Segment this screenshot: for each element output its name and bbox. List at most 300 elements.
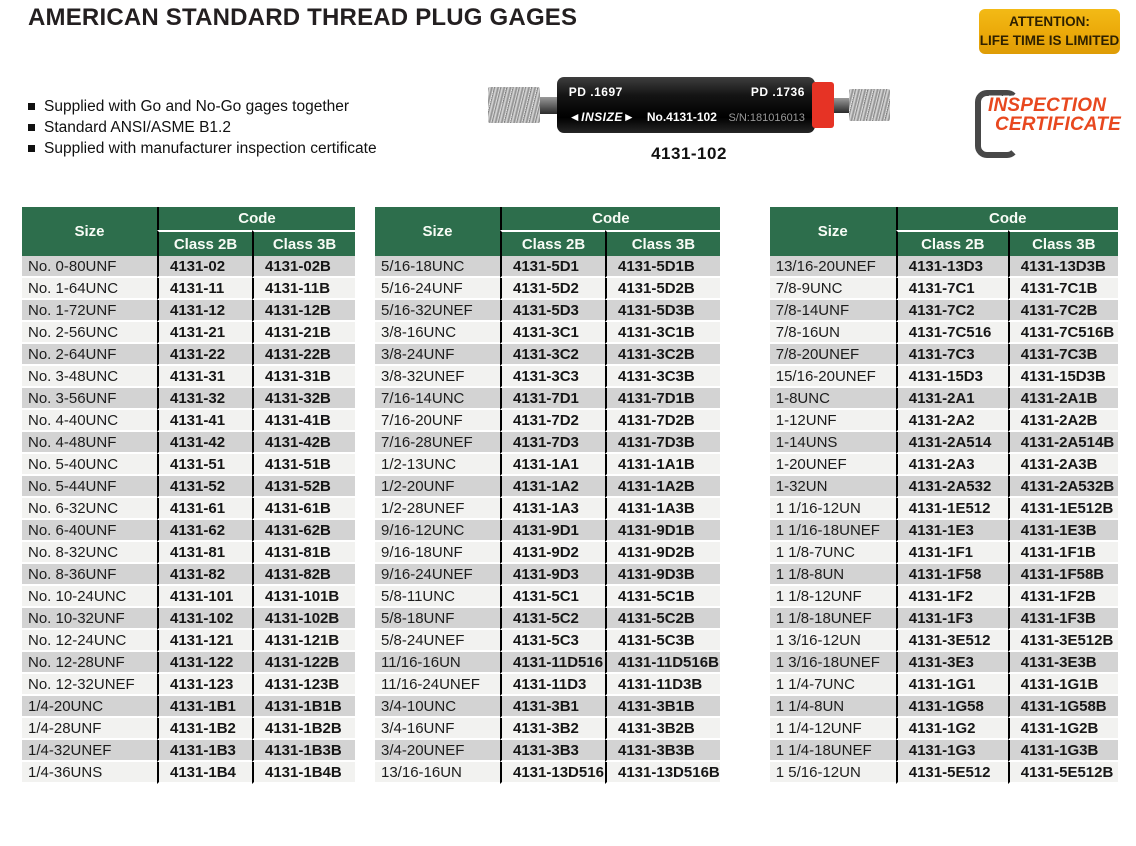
code-column-header: Code — [500, 207, 720, 230]
code-class3b-cell: 4131-1B4B — [252, 762, 355, 784]
size-cell: No. 0-80UNF — [22, 256, 157, 278]
table-row — [22, 410, 355, 432]
size-cell: 7/16-14UNC — [375, 388, 500, 410]
size-cell: 7/8-20UNEF — [770, 344, 896, 366]
code-class2b-cell: 4131-42 — [157, 432, 252, 454]
code-class3b-cell: 4131-101B — [252, 586, 355, 608]
code-class3b-cell: 4131-15D3B — [1008, 366, 1118, 388]
code-class3b-cell: 4131-5C1B — [605, 586, 720, 608]
table-row — [770, 520, 1118, 542]
table-row — [22, 256, 355, 278]
code-class2b-cell: 4131-3E3 — [896, 652, 1008, 674]
code-class2b-cell: 4131-82 — [157, 564, 252, 586]
size-cell: No. 2-56UNC — [22, 322, 157, 344]
code-class2b-cell: 4131-9D2 — [500, 542, 605, 564]
table-row — [770, 696, 1118, 718]
code-class3b-cell: 4131-61B — [252, 498, 355, 520]
code-class3b-cell: 4131-22B — [252, 344, 355, 366]
table-row — [22, 498, 355, 520]
code-class3b-cell: 4131-123B — [252, 674, 355, 696]
size-cell: 13/16-16UN — [375, 762, 500, 784]
code-class2b-cell: 4131-51 — [157, 454, 252, 476]
code-class2b-cell: 4131-5D2 — [500, 278, 605, 300]
code-class3b-cell: 4131-7C3B — [1008, 344, 1118, 366]
size-cell: 1 3/16-18UNEF — [770, 652, 896, 674]
code-class2b-cell: 4131-1A2 — [500, 476, 605, 498]
table-row — [375, 498, 720, 520]
code-class3b-cell: 4131-1G58B — [1008, 696, 1118, 718]
table-row — [770, 740, 1118, 762]
size-cell: 1-20UNEF — [770, 454, 896, 476]
table-row — [770, 322, 1118, 344]
code-class2b-cell: 4131-41 — [157, 410, 252, 432]
table-row — [375, 520, 720, 542]
code-class2b-cell: 4131-13D516 — [500, 762, 605, 784]
code-class3b-cell: 4131-122B — [252, 652, 355, 674]
code-class3b-cell: 4131-1G2B — [1008, 718, 1118, 740]
size-cell: No. 3-56UNF — [22, 388, 157, 410]
table-row — [770, 652, 1118, 674]
table-row — [375, 630, 720, 652]
size-cell: No. 4-48UNF — [22, 432, 157, 454]
code-class2b-cell: 4131-1A3 — [500, 498, 605, 520]
size-cell: No. 1-72UNF — [22, 300, 157, 322]
size-cell: No. 3-48UNC — [22, 366, 157, 388]
bullet-square-icon — [28, 124, 35, 131]
code-class2b-cell: 4131-1A1 — [500, 454, 605, 476]
table-row — [22, 718, 355, 740]
table-row — [22, 740, 355, 762]
size-cell: 7/8-14UNF — [770, 300, 896, 322]
size-cell: 3/4-20UNEF — [375, 740, 500, 762]
code-class3b-cell: 4131-3E3B — [1008, 652, 1118, 674]
code-class2b-cell: 4131-52 — [157, 476, 252, 498]
size-cell: No. 5-44UNF — [22, 476, 157, 498]
table-row — [770, 630, 1118, 652]
size-cell: 11/16-24UNEF — [375, 674, 500, 696]
size-cell: 1 1/8-7UNC — [770, 542, 896, 564]
code-class3b-cell: 4131-1F2B — [1008, 586, 1118, 608]
size-cell: 7/16-20UNF — [375, 410, 500, 432]
code-class2b-cell: 4131-1G2 — [896, 718, 1008, 740]
table-row — [375, 322, 720, 344]
size-cell: 1/2-20UNF — [375, 476, 500, 498]
table-row — [22, 300, 355, 322]
table-row — [375, 256, 720, 278]
code-class2b-cell: 4131-5E512 — [896, 762, 1008, 784]
code-class2b-cell: 4131-32 — [157, 388, 252, 410]
code-class3b-cell: 4131-81B — [252, 542, 355, 564]
size-cell: 5/16-32UNEF — [375, 300, 500, 322]
code-class2b-cell: 4131-7C1 — [896, 278, 1008, 300]
code-class3b-cell: 4131-5D2B — [605, 278, 720, 300]
code-class2b-cell: 4131-1B1 — [157, 696, 252, 718]
code-class3b-cell: 4131-02B — [252, 256, 355, 278]
code-class2b-cell: 4131-5D1 — [500, 256, 605, 278]
class-2b-column-header: Class 2B — [157, 230, 252, 256]
code-class2b-cell: 4131-3C2 — [500, 344, 605, 366]
gage-red-band — [812, 82, 834, 128]
code-class3b-cell: 4131-5D3B — [605, 300, 720, 322]
table-row — [770, 718, 1118, 740]
code-class3b-cell: 4131-51B — [252, 454, 355, 476]
code-class2b-cell: 4131-15D3 — [896, 366, 1008, 388]
code-class3b-cell: 4131-82B — [252, 564, 355, 586]
code-class2b-cell: 4131-1B2 — [157, 718, 252, 740]
gage-thread-left — [488, 87, 540, 123]
code-class3b-cell: 4131-7C1B — [1008, 278, 1118, 300]
table-row — [22, 674, 355, 696]
code-class2b-cell: 4131-12 — [157, 300, 252, 322]
code-class3b-cell: 4131-3C3B — [605, 366, 720, 388]
size-cell: 1 1/8-8UN — [770, 564, 896, 586]
table-row — [770, 476, 1118, 498]
code-class2b-cell: 4131-9D1 — [500, 520, 605, 542]
table-row — [375, 674, 720, 696]
table-row — [375, 762, 720, 784]
code-class2b-cell: 4131-7D2 — [500, 410, 605, 432]
code-class2b-cell: 4131-5C1 — [500, 586, 605, 608]
certificate-line1: INSPECTION — [988, 95, 1107, 116]
size-cell: 1 1/4-18UNEF — [770, 740, 896, 762]
code-class2b-cell: 4131-2A1 — [896, 388, 1008, 410]
code-class3b-cell: 4131-3C2B — [605, 344, 720, 366]
code-class2b-cell: 4131-2A2 — [896, 410, 1008, 432]
size-cell: 7/16-28UNEF — [375, 432, 500, 454]
table-row — [770, 344, 1118, 366]
table-row — [375, 608, 720, 630]
table-row — [22, 542, 355, 564]
code-class2b-cell: 4131-102 — [157, 608, 252, 630]
code-class3b-cell: 4131-1E512B — [1008, 498, 1118, 520]
size-cell: 9/16-24UNEF — [375, 564, 500, 586]
code-class3b-cell: 4131-42B — [252, 432, 355, 454]
size-cell: No. 2-64UNF — [22, 344, 157, 366]
size-cell: 1-32UN — [770, 476, 896, 498]
code-class2b-cell: 4131-5C2 — [500, 608, 605, 630]
code-class3b-cell: 4131-11D516B — [605, 652, 720, 674]
feature-bullets — [28, 96, 377, 159]
table-row — [770, 608, 1118, 630]
code-class2b-cell: 4131-7D3 — [500, 432, 605, 454]
code-class2b-cell: 4131-121 — [157, 630, 252, 652]
size-cell: 5/8-11UNC — [375, 586, 500, 608]
code-tables — [22, 207, 1118, 784]
size-cell: No. 6-40UNF — [22, 520, 157, 542]
code-class2b-cell: 4131-61 — [157, 498, 252, 520]
thread-plug-gage-photo — [488, 74, 890, 136]
size-cell: 7/8-16UN — [770, 322, 896, 344]
table-row — [770, 498, 1118, 520]
code-class3b-cell: 4131-21B — [252, 322, 355, 344]
code-class3b-cell: 4131-1B1B — [252, 696, 355, 718]
table-row — [375, 542, 720, 564]
size-cell: 1-14UNS — [770, 432, 896, 454]
code-class2b-cell: 4131-3B1 — [500, 696, 605, 718]
size-cell: No. 12-32UNEF — [22, 674, 157, 696]
code-class3b-cell: 4131-1A1B — [605, 454, 720, 476]
bullet-text: Supplied with Go and No-Go gages together — [44, 97, 350, 115]
gage-shaft-left — [540, 97, 557, 114]
page-title: AMERICAN STANDARD THREAD PLUG GAGES — [28, 4, 578, 31]
code-class2b-cell: 4131-1F1 — [896, 542, 1008, 564]
table-row — [375, 410, 720, 432]
code-class2b-cell: 4131-1F58 — [896, 564, 1008, 586]
size-cell: 3/4-10UNC — [375, 696, 500, 718]
table-row — [375, 564, 720, 586]
table-row — [22, 608, 355, 630]
code-class2b-cell: 4131-122 — [157, 652, 252, 674]
code-class2b-cell: 4131-1E512 — [896, 498, 1008, 520]
insize-logo: ◄INSIZE► — [568, 110, 636, 124]
table-row — [770, 366, 1118, 388]
code-class3b-cell: 4131-5D1B — [605, 256, 720, 278]
table-row — [375, 432, 720, 454]
code-class2b-cell: 4131-1F2 — [896, 586, 1008, 608]
code-class3b-cell: 4131-41B — [252, 410, 355, 432]
table-row — [770, 762, 1118, 784]
code-class2b-cell: 4131-1B3 — [157, 740, 252, 762]
size-cell: 1 1/16-18UNEF — [770, 520, 896, 542]
table-row — [375, 586, 720, 608]
size-cell: No. 6-32UNC — [22, 498, 157, 520]
table-row — [375, 300, 720, 322]
gage-serial-number: S/N:181016013 — [728, 112, 805, 124]
table-row — [22, 454, 355, 476]
code-class2b-cell: 4131-7C516 — [896, 322, 1008, 344]
table-row — [375, 740, 720, 762]
size-cell: No. 8-36UNF — [22, 564, 157, 586]
gage-model-number: No.4131-102 — [646, 110, 717, 124]
gage-caption: 4131-102 — [651, 144, 727, 163]
bullet-item — [28, 96, 377, 117]
code-class3b-cell: 4131-5E512B — [1008, 762, 1118, 784]
table-row — [375, 278, 720, 300]
table-row — [22, 322, 355, 344]
code-class2b-cell: 4131-2A532 — [896, 476, 1008, 498]
bullet-square-icon — [28, 145, 35, 152]
size-cell: 1 5/16-12UN — [770, 762, 896, 784]
code-class3b-cell: 4131-1A3B — [605, 498, 720, 520]
size-cell: 1/4-28UNF — [22, 718, 157, 740]
code-class2b-cell: 4131-1G1 — [896, 674, 1008, 696]
code-class3b-cell: 4131-2A1B — [1008, 388, 1118, 410]
code-class2b-cell: 4131-2A514 — [896, 432, 1008, 454]
code-class3b-cell: 4131-11B — [252, 278, 355, 300]
table-row — [375, 718, 720, 740]
code-table-2 — [375, 207, 720, 784]
gage-thread-right — [849, 89, 890, 121]
code-class2b-cell: 4131-2A3 — [896, 454, 1008, 476]
size-cell: 5/8-24UNEF — [375, 630, 500, 652]
code-class3b-cell: 4131-1B2B — [252, 718, 355, 740]
code-class3b-cell: 4131-102B — [252, 608, 355, 630]
code-class3b-cell: 4131-121B — [252, 630, 355, 652]
table-row — [22, 586, 355, 608]
class-2b-column-header: Class 2B — [500, 230, 605, 256]
table-row — [770, 454, 1118, 476]
size-cell: No. 1-64UNC — [22, 278, 157, 300]
class-3b-column-header: Class 3B — [1008, 230, 1118, 256]
code-class2b-cell: 4131-1G3 — [896, 740, 1008, 762]
code-class3b-cell: 4131-3B1B — [605, 696, 720, 718]
code-class2b-cell: 4131-7C3 — [896, 344, 1008, 366]
size-cell: 1/4-20UNC — [22, 696, 157, 718]
code-class3b-cell: 4131-5C3B — [605, 630, 720, 652]
code-class3b-cell: 4131-1G1B — [1008, 674, 1118, 696]
code-class2b-cell: 4131-123 — [157, 674, 252, 696]
table-row — [22, 432, 355, 454]
table-body — [770, 256, 1118, 784]
size-column-header: Size — [770, 207, 896, 256]
class-3b-column-header: Class 3B — [605, 230, 720, 256]
table-row — [770, 256, 1118, 278]
gage-pd-go-label: PD .1697 — [568, 85, 623, 99]
code-table-1 — [22, 207, 355, 784]
size-cell: 1/2-28UNEF — [375, 498, 500, 520]
table-row — [22, 476, 355, 498]
size-cell: 1-12UNF — [770, 410, 896, 432]
code-class3b-cell: 4131-9D3B — [605, 564, 720, 586]
size-cell: 5/16-18UNC — [375, 256, 500, 278]
code-class3b-cell: 4131-5C2B — [605, 608, 720, 630]
code-class3b-cell: 4131-1A2B — [605, 476, 720, 498]
table-row — [770, 278, 1118, 300]
table-row — [770, 432, 1118, 454]
size-cell: 1 1/4-7UNC — [770, 674, 896, 696]
table-row — [22, 278, 355, 300]
code-class2b-cell: 4131-3C1 — [500, 322, 605, 344]
code-class2b-cell: 4131-3B2 — [500, 718, 605, 740]
code-class3b-cell: 4131-1F58B — [1008, 564, 1118, 586]
code-class3b-cell: 4131-3E512B — [1008, 630, 1118, 652]
table-row — [22, 696, 355, 718]
bullet-square-icon — [28, 103, 35, 110]
code-class3b-cell: 4131-3B2B — [605, 718, 720, 740]
size-column-header: Size — [375, 207, 500, 256]
size-cell: 3/4-16UNF — [375, 718, 500, 740]
code-class2b-cell: 4131-3E512 — [896, 630, 1008, 652]
code-class3b-cell: 4131-2A514B — [1008, 432, 1118, 454]
size-cell: No. 10-32UNF — [22, 608, 157, 630]
size-cell: No. 5-40UNC — [22, 454, 157, 476]
table-row — [375, 696, 720, 718]
size-cell: No. 12-24UNC — [22, 630, 157, 652]
attention-badge-line2: LIFE TIME IS LIMITED — [979, 32, 1120, 48]
code-class2b-cell: 4131-101 — [157, 586, 252, 608]
size-cell: 3/8-32UNEF — [375, 366, 500, 388]
certificate-text — [988, 97, 1121, 134]
code-class3b-cell: 4131-62B — [252, 520, 355, 542]
code-class2b-cell: 4131-5D3 — [500, 300, 605, 322]
code-class3b-cell: 4131-1F1B — [1008, 542, 1118, 564]
size-cell: 9/16-12UNC — [375, 520, 500, 542]
attention-badge-line1: ATTENTION: — [1009, 14, 1090, 30]
code-class2b-cell: 4131-3C3 — [500, 366, 605, 388]
code-class3b-cell: 4131-12B — [252, 300, 355, 322]
bullet-item — [28, 138, 377, 159]
code-class3b-cell: 4131-13D3B — [1008, 256, 1118, 278]
code-class3b-cell: 4131-1G3B — [1008, 740, 1118, 762]
class-3b-column-header: Class 3B — [252, 230, 355, 256]
gage-body — [557, 77, 815, 133]
code-class3b-cell: 4131-2A2B — [1008, 410, 1118, 432]
size-cell: No. 10-24UNC — [22, 586, 157, 608]
size-cell: 7/8-9UNC — [770, 278, 896, 300]
code-class3b-cell: 4131-2A3B — [1008, 454, 1118, 476]
code-class2b-cell: 4131-3B3 — [500, 740, 605, 762]
table-row — [375, 454, 720, 476]
size-cell: 1 1/16-12UN — [770, 498, 896, 520]
table-row — [770, 586, 1118, 608]
inspection-certificate-logo — [973, 88, 1135, 154]
table-row — [770, 542, 1118, 564]
table-body — [22, 256, 355, 784]
code-class2b-cell: 4131-7D1 — [500, 388, 605, 410]
code-class2b-cell: 4131-1F3 — [896, 608, 1008, 630]
class-2b-column-header: Class 2B — [896, 230, 1008, 256]
code-class2b-cell: 4131-02 — [157, 256, 252, 278]
code-class2b-cell: 4131-31 — [157, 366, 252, 388]
table-row — [770, 300, 1118, 322]
code-column-header: Code — [896, 207, 1118, 230]
code-class2b-cell: 4131-5C3 — [500, 630, 605, 652]
code-class3b-cell: 4131-1B3B — [252, 740, 355, 762]
code-class3b-cell: 4131-1E3B — [1008, 520, 1118, 542]
code-class2b-cell: 4131-11 — [157, 278, 252, 300]
table-row — [375, 366, 720, 388]
bullet-item — [28, 117, 377, 138]
table-row — [22, 388, 355, 410]
code-column-header: Code — [157, 207, 355, 230]
table-row — [770, 564, 1118, 586]
code-class2b-cell: 4131-7C2 — [896, 300, 1008, 322]
table-row — [770, 674, 1118, 696]
size-cell: 1-8UNC — [770, 388, 896, 410]
table-row — [22, 564, 355, 586]
size-cell: 1 1/8-12UNF — [770, 586, 896, 608]
code-class3b-cell: 4131-9D2B — [605, 542, 720, 564]
code-class3b-cell: 4131-7D1B — [605, 388, 720, 410]
table-row — [22, 520, 355, 542]
code-class2b-cell: 4131-11D516 — [500, 652, 605, 674]
attention-badge — [979, 9, 1120, 54]
code-class3b-cell: 4131-32B — [252, 388, 355, 410]
code-class3b-cell: 4131-1F3B — [1008, 608, 1118, 630]
table-row — [22, 344, 355, 366]
code-class3b-cell: 4131-7D2B — [605, 410, 720, 432]
table-body — [375, 256, 720, 784]
table-row — [770, 410, 1118, 432]
table-row — [375, 476, 720, 498]
code-class2b-cell: 4131-1B4 — [157, 762, 252, 784]
code-class2b-cell: 4131-9D3 — [500, 564, 605, 586]
bullet-text: Standard ANSI/ASME B1.2 — [44, 118, 231, 136]
code-class3b-cell: 4131-7C2B — [1008, 300, 1118, 322]
table-row — [22, 762, 355, 784]
size-cell: 9/16-18UNF — [375, 542, 500, 564]
size-cell: 5/8-18UNF — [375, 608, 500, 630]
code-class2b-cell: 4131-11D3 — [500, 674, 605, 696]
code-class3b-cell: 4131-2A532B — [1008, 476, 1118, 498]
code-class3b-cell: 4131-13D516B — [605, 762, 720, 784]
gage-shaft-right — [834, 98, 849, 113]
code-class2b-cell: 4131-62 — [157, 520, 252, 542]
size-cell: 1 1/4-8UN — [770, 696, 896, 718]
code-class2b-cell: 4131-13D3 — [896, 256, 1008, 278]
size-cell: No. 4-40UNC — [22, 410, 157, 432]
size-cell: No. 8-32UNC — [22, 542, 157, 564]
